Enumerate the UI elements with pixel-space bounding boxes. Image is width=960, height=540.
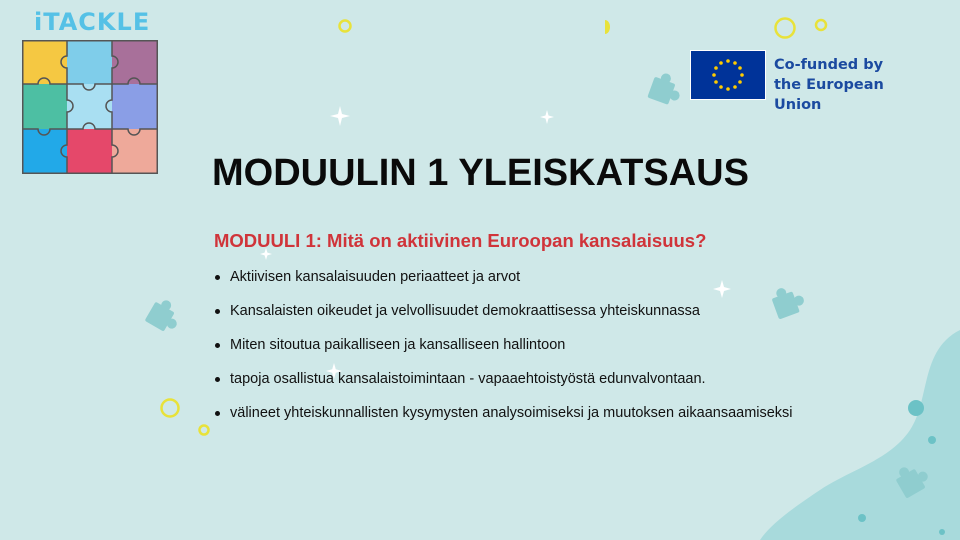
ring-decoration <box>813 17 829 33</box>
bullet-item: Aktiivisen kansalaisuuden periaatteet ja arvot <box>214 266 793 300</box>
puzzle-piece-icon <box>138 296 182 340</box>
ring-decoration <box>196 422 212 438</box>
sparkle-icon <box>540 110 554 124</box>
eu-funding-line-2: the European Union <box>774 77 884 113</box>
bullet-item: Miten sitoutua paikalliseen ja kansalliseen hallintoon <box>214 334 793 368</box>
half-circle-decoration <box>600 20 610 34</box>
ring-decoration <box>772 15 798 41</box>
module-subtitle: MODUULI 1: Mitä on aktiivinen Euroopan kansalaisuus? <box>214 230 707 251</box>
eu-funding-badge <box>690 50 930 113</box>
sparkle-icon <box>330 106 350 126</box>
bullet-item: Kansalaisten oikeudet ja velvollisuudet demokraattisessa yhteiskunnassa <box>214 300 793 334</box>
ring-decoration <box>158 396 182 420</box>
logo-text: iTACKLE <box>34 8 151 36</box>
page-title: MODUULIN 1 YLEISKATSAUS <box>212 152 749 194</box>
puzzle-piece-icon <box>890 462 934 506</box>
eu-funding-text <box>774 55 930 115</box>
bullet-list <box>214 266 793 436</box>
puzzle-logo <box>22 40 158 174</box>
bullet-item: tapoja osallistua kansalaistoimintaan - vapaaehtoistyöstä edunvalvontaan. <box>214 368 793 402</box>
eu-funding-line-1: Co-funded by <box>774 57 884 73</box>
puzzle-piece-icon <box>640 70 684 114</box>
eu-flag-icon <box>690 50 766 100</box>
ring-decoration <box>337 18 353 34</box>
bullet-item: välineet yhteiskunnallisten kysymysten analysoimiseksi ja muutoksen aikaansaamiseksi <box>214 402 793 436</box>
